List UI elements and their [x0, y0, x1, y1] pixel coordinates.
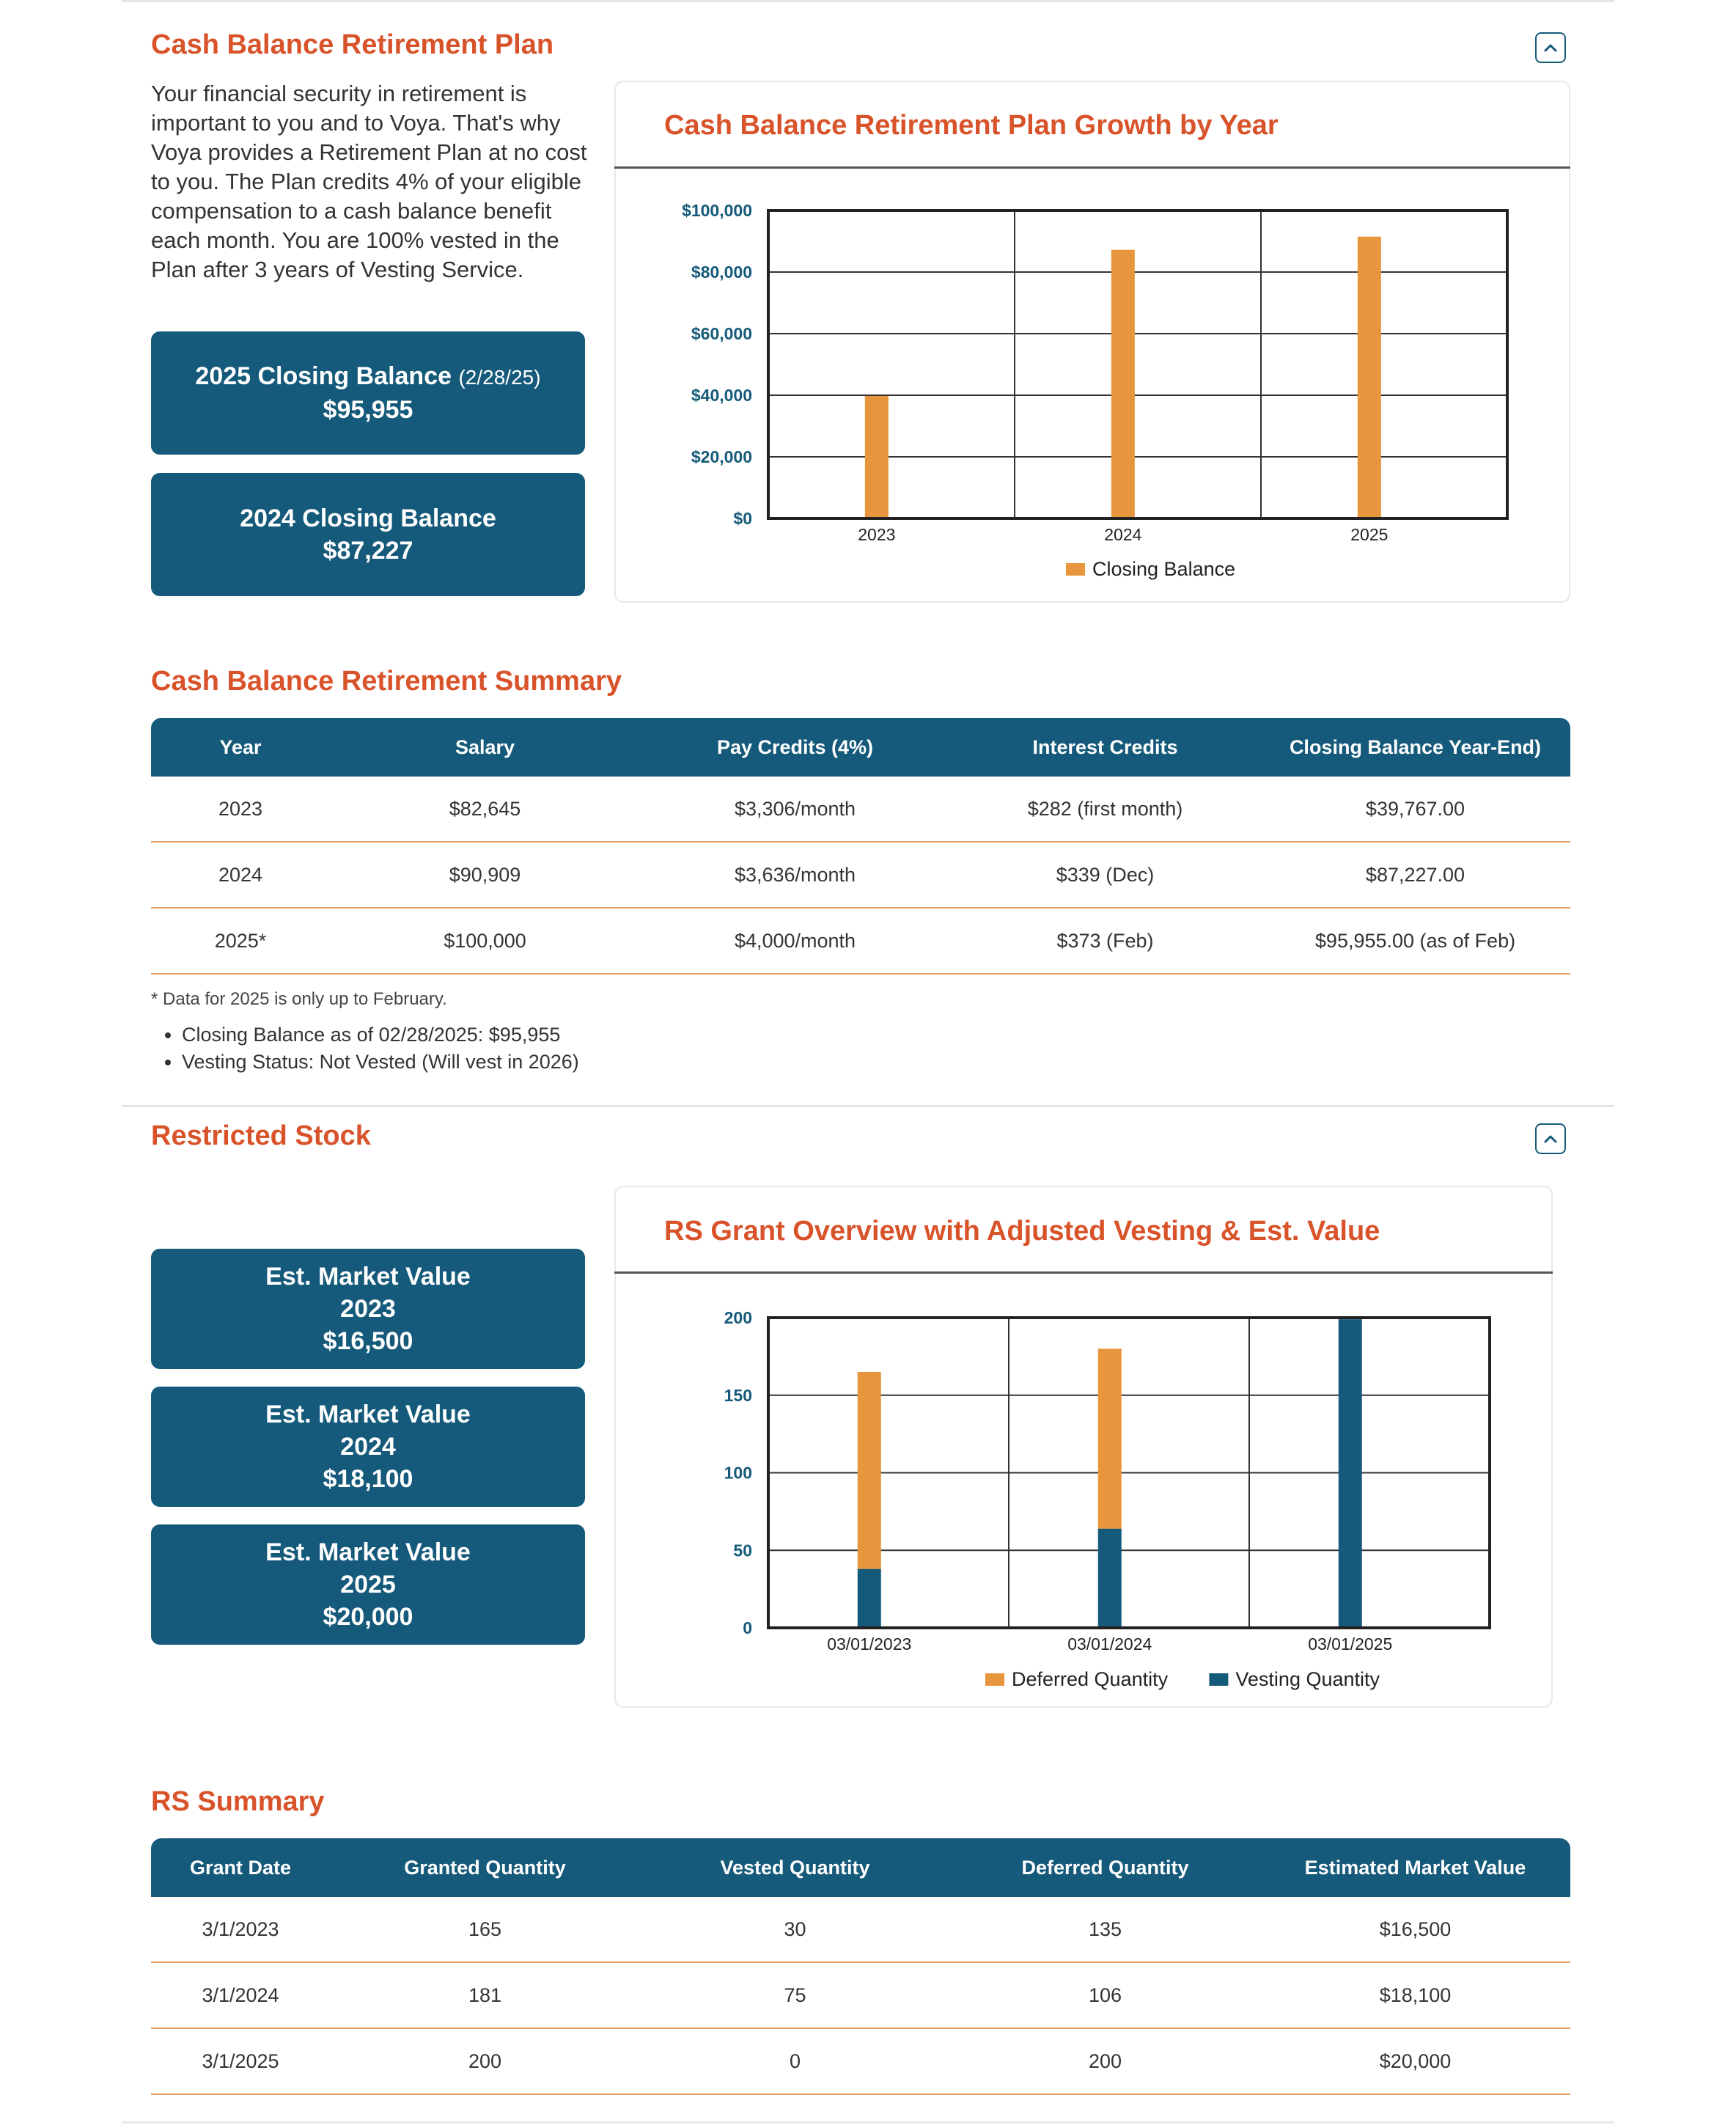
balance-card-2025 [151, 331, 585, 455]
chevron-up-icon [1543, 1134, 1558, 1144]
restricted-stock-title: Restricted Stock [151, 1120, 371, 1151]
card-value: $18,100 [323, 1465, 413, 1493]
legend-label: Deferred Quantity [1012, 1668, 1169, 1690]
card-label: Est. Market Value [265, 1538, 471, 1566]
rs-summary-title: RS Summary [151, 1786, 325, 1817]
card-label: 2024 Closing Balance [240, 504, 496, 532]
cell-market-value: $16,500 [1260, 1897, 1570, 1962]
column-header: Closing Balance Year-End) [1260, 718, 1570, 777]
cell-interest-credits: $282 (first month) [950, 777, 1260, 842]
y-tick-label: $60,000 [691, 324, 752, 343]
cell-closing-balance: $87,227.00 [1260, 842, 1570, 908]
y-tick-label: 0 [743, 1618, 752, 1637]
cell-vested-quantity: 0 [640, 2028, 950, 2094]
y-tick-label: $80,000 [691, 263, 752, 282]
cell-year: 2023 [151, 777, 330, 842]
cell-pay-credits: $3,636/month [640, 842, 950, 908]
section-divider [122, 1105, 1614, 1107]
legend-label: Closing Balance [1092, 558, 1236, 580]
cell-granted-quantity: 165 [330, 1897, 640, 1962]
column-header: Estimated Market Value [1260, 1838, 1570, 1897]
market-value-card-2024 [151, 1387, 585, 1507]
rs-chart [614, 1274, 1553, 1706]
cell-pay-credits: $4,000/month [640, 908, 950, 974]
bullet-vesting-status: • Vesting Status: Not Vested (Will vest in 2026) [182, 1049, 579, 1076]
cell-granted-quantity: 200 [330, 2028, 640, 2094]
bar-deferred-quantity [858, 1372, 881, 1569]
footnote: * Data for 2025 is only up to February. [151, 989, 447, 1009]
y-tick-label: $100,000 [682, 201, 752, 220]
card-year: 2023 [340, 1295, 396, 1323]
table-row [151, 2028, 1570, 2094]
column-header: Pay Credits (4%) [640, 718, 950, 777]
x-tick-label: 2024 [1104, 525, 1142, 544]
column-header: Deferred Quantity [950, 1838, 1260, 1897]
bar-deferred-quantity [1098, 1348, 1122, 1528]
top-divider [122, 0, 1614, 2]
table-row [151, 777, 1570, 842]
cell-interest-credits: $339 (Dec) [950, 842, 1260, 908]
cash-balance-intro: Your financial security in retirement is important to you and to Voya. That's why Voya provides a Retirement Plan at no cost to you. The Plan credits 4% of your eligible compensation to a cash balance benefit each month. You are 100% vested in the Plan after 3 years of Vesting Service. [151, 81, 587, 282]
y-tick-label: 150 [724, 1385, 752, 1405]
bullet-closing-balance: • Closing Balance as of 02/28/2025: $95,955 [182, 1021, 579, 1049]
card-date: (2/28/25) [458, 366, 541, 389]
card-value: $95,955 [323, 396, 413, 424]
card-label: 2025 Closing Balance [195, 362, 452, 390]
cell-grant-date: 3/1/2024 [151, 1962, 330, 2028]
cash-balance-plan-title: Cash Balance Retirement Plan [151, 29, 554, 60]
card-value: $16,500 [323, 1327, 413, 1355]
x-tick-label: 03/01/2025 [1308, 1634, 1393, 1654]
column-header: Grant Date [151, 1838, 330, 1897]
market-value-card-2025 [151, 1524, 585, 1645]
table-header-row [151, 718, 1570, 777]
rs-chart-title: RS Grant Overview with Adjusted Vesting & Est. Value [664, 1216, 1380, 1247]
y-tick-label: 50 [733, 1541, 752, 1560]
column-header: Interest Credits [950, 718, 1260, 777]
table-row [151, 842, 1570, 908]
growth-chart [614, 169, 1570, 601]
cell-deferred-quantity: 200 [950, 2028, 1260, 2094]
column-header: Vested Quantity [640, 1838, 950, 1897]
legend-swatch [1066, 563, 1085, 576]
column-header: Salary [330, 718, 640, 777]
x-tick-label: 2025 [1350, 525, 1389, 544]
y-tick-label: $0 [733, 509, 752, 528]
cell-interest-credits: $373 (Feb) [950, 908, 1260, 974]
y-tick-label: 200 [724, 1308, 752, 1327]
legend-label: Vesting Quantity [1235, 1668, 1380, 1690]
cell-year: 2024 [151, 842, 330, 908]
cash-summary-table [151, 718, 1570, 975]
cell-deferred-quantity: 106 [950, 1962, 1260, 2028]
cell-deferred-quantity: 135 [950, 1897, 1260, 1962]
card-value: $20,000 [323, 1603, 413, 1631]
table-row [151, 1897, 1570, 1962]
legend-swatch [1209, 1673, 1228, 1686]
x-tick-label: 2023 [858, 525, 896, 544]
y-tick-label: $40,000 [691, 386, 752, 405]
bar-closing-balance [1358, 237, 1381, 518]
cell-salary: $100,000 [330, 908, 640, 974]
cell-grant-date: 3/1/2023 [151, 1897, 330, 1962]
column-header: Year [151, 718, 330, 777]
y-tick-label: 100 [724, 1463, 752, 1483]
cell-closing-balance: $39,767.00 [1260, 777, 1570, 842]
card-year: 2024 [340, 1433, 396, 1461]
cell-salary: $82,645 [330, 777, 640, 842]
summary-bullets [151, 1021, 579, 1076]
card-label: Est. Market Value [265, 1401, 471, 1428]
card-value: $87,227 [323, 537, 413, 565]
card-label: Est. Market Value [265, 1263, 471, 1291]
cell-closing-balance: $95,955.00 (as of Feb) [1260, 908, 1570, 974]
legend-swatch [985, 1673, 1004, 1686]
cell-pay-credits: $3,306/month [640, 777, 950, 842]
x-tick-label: 03/01/2024 [1067, 1634, 1152, 1654]
cell-vested-quantity: 75 [640, 1962, 950, 2028]
market-value-card-2023 [151, 1249, 585, 1369]
cell-grant-date: 3/1/2025 [151, 2028, 330, 2094]
bar-vesting-quantity [1339, 1319, 1362, 1628]
bar-vesting-quantity [1098, 1529, 1122, 1628]
bottom-divider [122, 2121, 1614, 2124]
bar-closing-balance [865, 396, 889, 518]
cell-market-value: $18,100 [1260, 1962, 1570, 2028]
table-header-row [151, 1838, 1570, 1897]
collapse-cash-balance-button[interactable] [1535, 32, 1566, 63]
cell-granted-quantity: 181 [330, 1962, 640, 2028]
cell-salary: $90,909 [330, 842, 640, 908]
cash-summary-title: Cash Balance Retirement Summary [151, 666, 622, 697]
y-tick-label: $20,000 [691, 447, 752, 466]
growth-chart-title: Cash Balance Retirement Plan Growth by Year [664, 110, 1279, 141]
collapse-restricted-stock-button[interactable] [1535, 1123, 1566, 1154]
card-year: 2025 [340, 1571, 396, 1599]
column-header: Granted Quantity [330, 1838, 640, 1897]
cell-vested-quantity: 30 [640, 1897, 950, 1962]
table-row [151, 908, 1570, 974]
bar-closing-balance [1111, 250, 1135, 518]
chevron-up-icon [1543, 43, 1558, 53]
table-row [151, 1962, 1570, 2028]
cell-year: 2025* [151, 908, 330, 974]
x-tick-label: 03/01/2023 [827, 1634, 912, 1654]
bar-vesting-quantity [858, 1569, 881, 1628]
cell-market-value: $20,000 [1260, 2028, 1570, 2094]
rs-summary-table [151, 1838, 1570, 2095]
balance-card-2024 [151, 473, 585, 596]
